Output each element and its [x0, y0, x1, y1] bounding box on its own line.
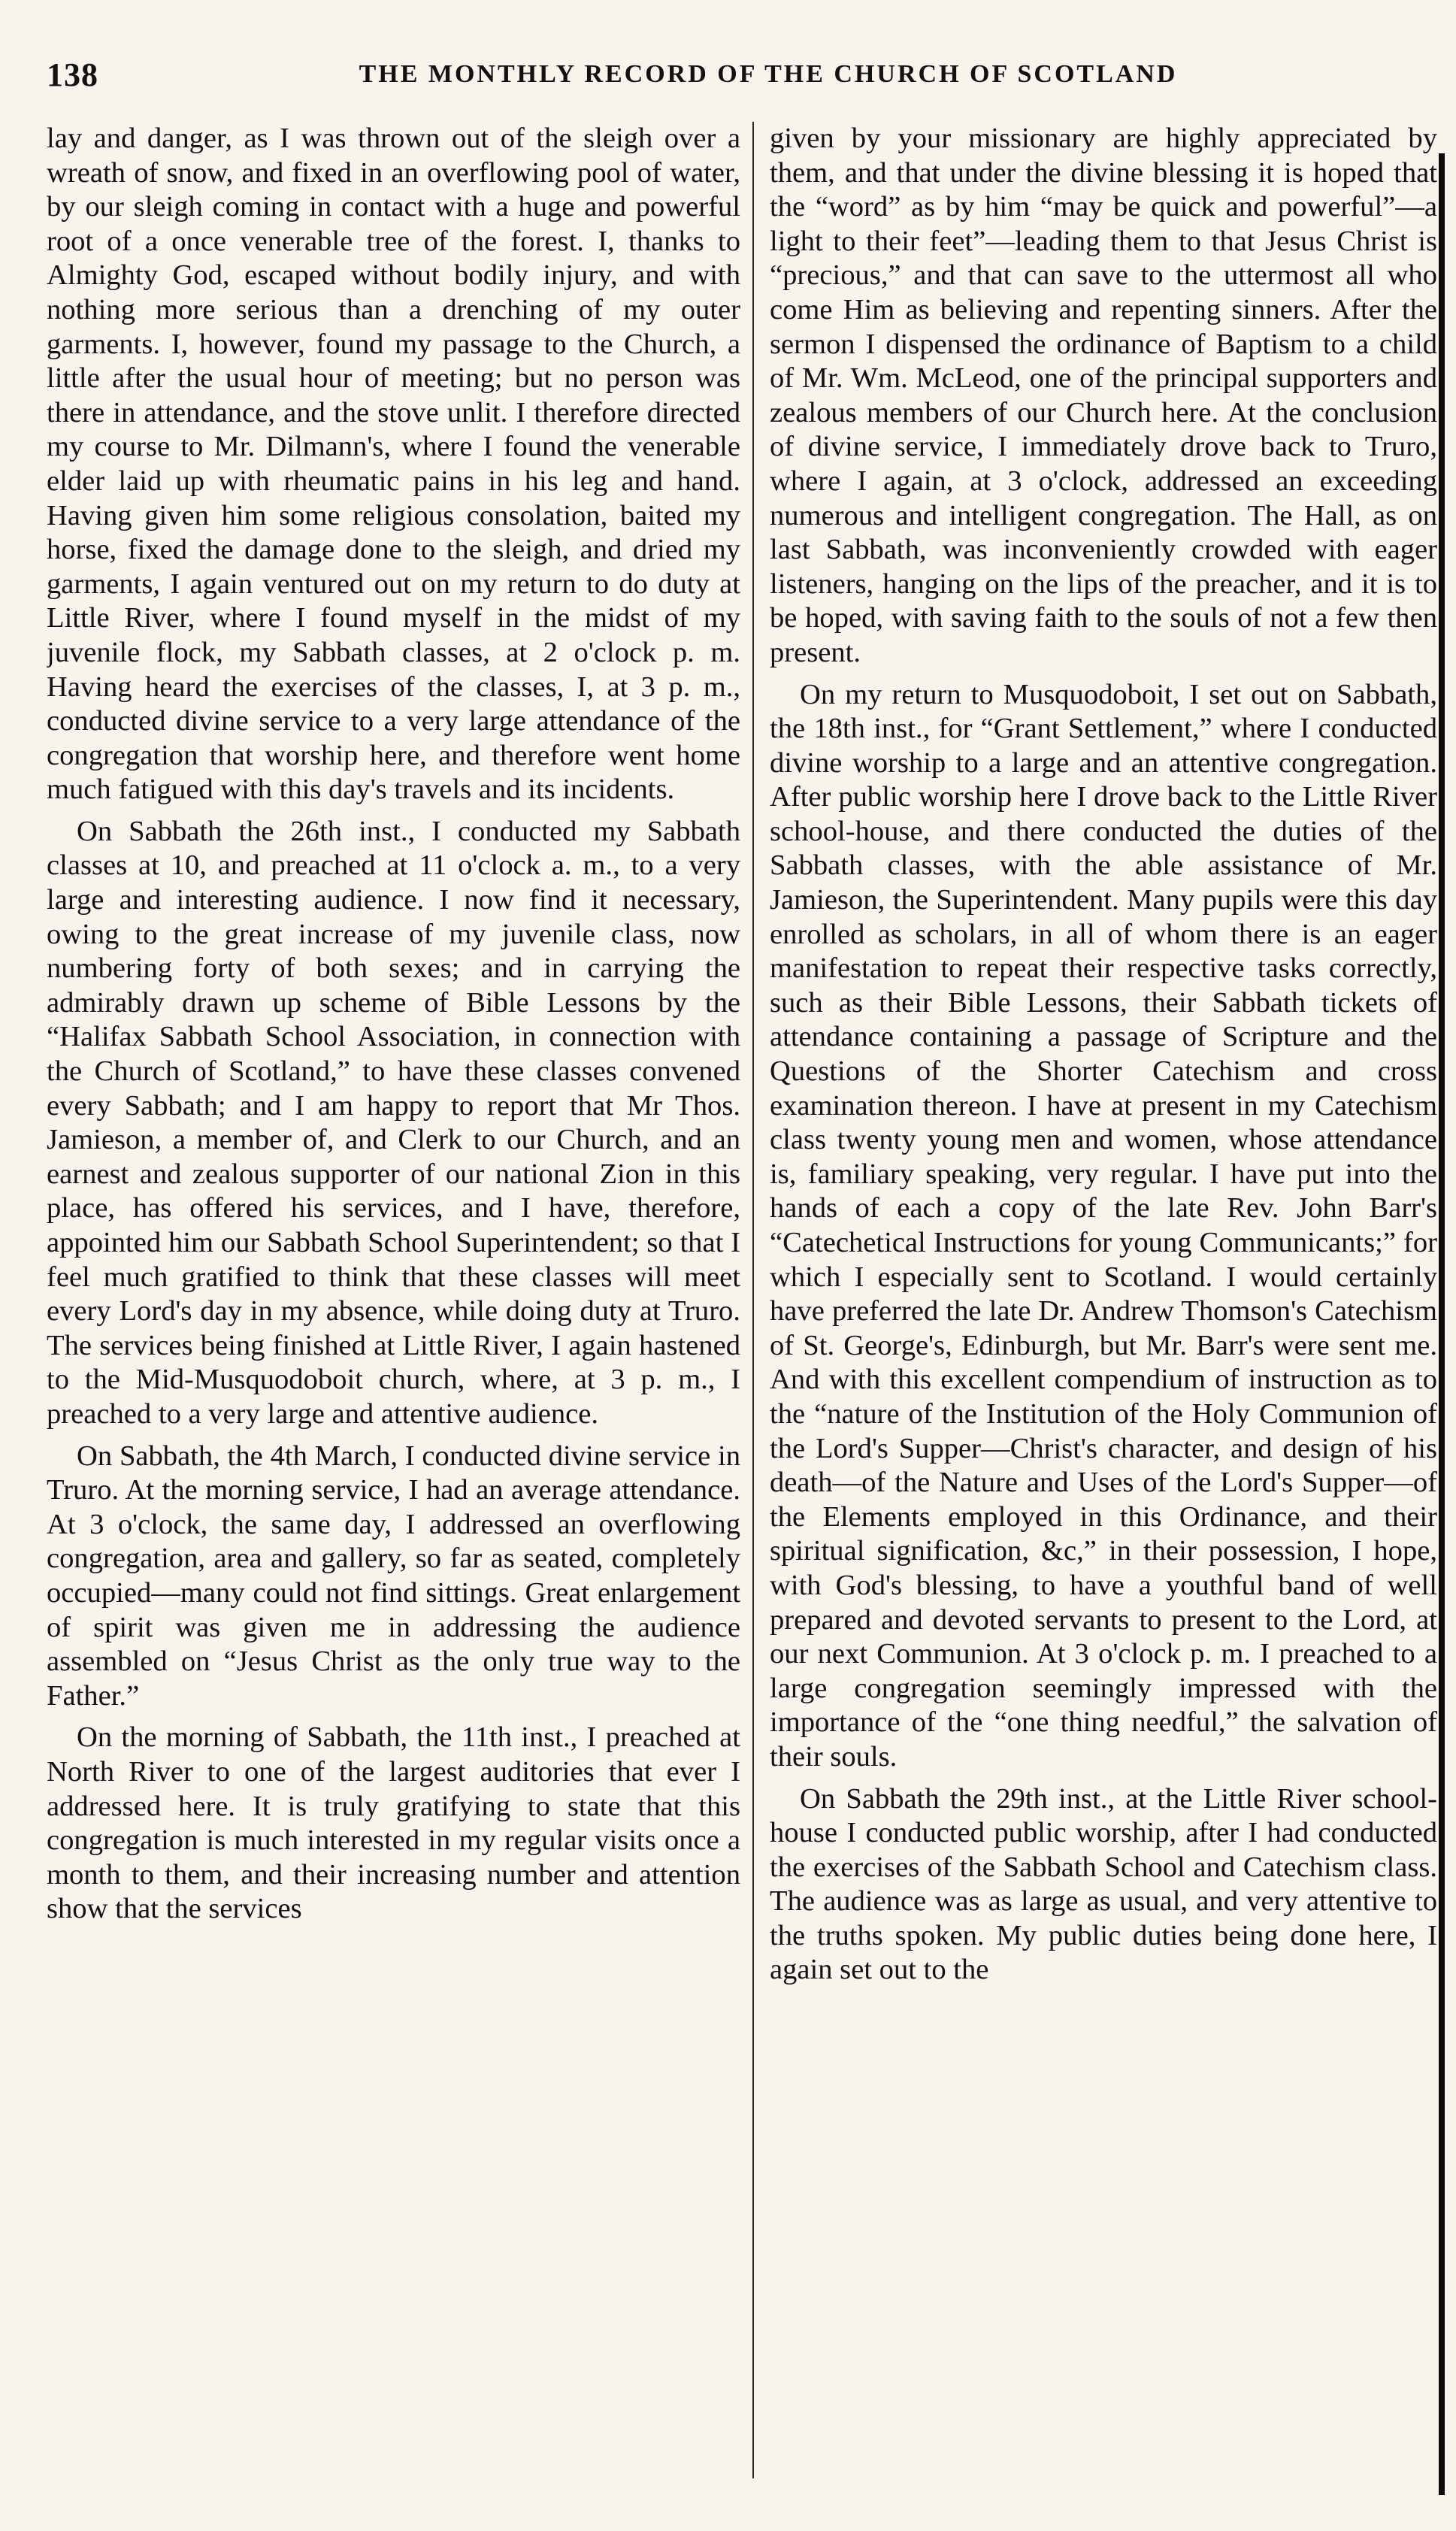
column-divider: [752, 122, 754, 2478]
paragraph: On Sabbath the 29th inst., at the Little River school-house I conducted public worship, after I had conducted the exercises of the Sabbath School and Catechism class. The audience was as large as usual, and very attentive to the truths spoken. My public duties being done here, I again set out to the: [770, 1782, 1437, 1986]
paragraph: given by your missionary are highly appreciated by them, and that under the divine blessing it is hoped that the “word” as by him “may be quick and powerful”—a light to their feet”—leading them to that Jesus Christ is “precious,” and that can save to the uttermost all who come Him as believing and repenting sinners. After the sermon I dispensed the ordinance of Baptism to a child of Mr. Wm. McLeod, one of the principal supporters and zealous members of our Church here. At the conclusion of divine service, I immediately drove back to Truro, where I again, at 3 o'clock, addressed an exceeding numerous and intelligent congregation. The Hall, as on last Sabbath, was inconveniently crowded with eager listeners, hanging on the lips of the preacher, and it is to be hoped, with saving faith to the souls of not a few then present.: [770, 123, 1437, 668]
paragraph: On Sabbath the 26th inst., I conducted my Sabbath classes at 10, and preached at 11 o'clock a. m., to a very large and interesting audience. I now find it necessary, owing to the great increase of my juvenile class, now numbering forty of both sexes; and in carrying the admirably drawn up scheme of Bible Lessons by the “Halifax Sabbath School Association, in connection with the Church of Scotland,” to have these classes convened every Sabbath; and I am happy to report that Mr Thos. Jamieson, a member of, and Clerk to our Church, and an earnest and zealous supporter of our national Zion in this place, has offered his services, and I have, therefore, appointed him our Sabbath School Superintendent; so that I feel much gratified to think that these classes will meet every Lord's day in my absence, while doing duty at Truro. The services being finished at Little River, I again hastened to the Mid-Musquodoboit church, where, at 3 p. m., I preached to a very large and attentive audience.: [47, 815, 740, 1430]
left-column: [47, 122, 740, 2478]
paragraph: lay and danger, as I was thrown out of the sleigh over a wreath of snow, and fixed in an overflowing pool of water, by our sleigh coming in contact with a huge and powerful root of a once venerable tree of the forest. I, thanks to Almighty God, escaped without bodily injury, and with nothing more serious than a drenching of my outer garments. I, however, found my passage to the Church, a little after the usual hour of meeting; but no person was there in attendance, and the stove unlit. I therefore directed my course to Mr. Dilmann's, where I found the venerable elder laid up with rheumatic pains in his leg and hand. Having given him some religious consolation, baited my horse, fixed the damage done to the sleigh, and dried my garments, I again ventured out on my return to do duty at Little River, where I found myself in the midst of my juvenile flock, my Sabbath classes, at 2 o'clock p. m. Having heard the exercises of the classes, I, at 3 p. m., conducted divine service to a very large attendance of the congregation that worship here, and therefore went home much fatigued with this day's travels and its incidents.: [47, 123, 740, 806]
paragraph: On the morning of Sabbath, the 11th inst., I preached at North River to one of the largest auditories that ever I addressed here. It is truly gratifying to state that this congregation is much interested in my regular visits once a month to them, and their increasing number and attention show that the services: [47, 1721, 740, 1925]
page-edge-shadow: [1439, 153, 1445, 2495]
right-column: [770, 122, 1437, 2478]
paragraph: On Sabbath, the 4th March, I conducted divine service in Truro. At the morning service, I had an average attendance. At 3 o'clock, the same day, I addressed an overflowing congregation, area and gallery, so far as seated, completely occupied—many could not find sittings. Great enlargement of spirit was given me in addressing the audience assembled on “Jesus Christ as the only true way to the Father.”: [47, 1440, 740, 1712]
page-number: 138: [47, 56, 98, 93]
page: [47, 41, 1437, 2499]
page-header: [47, 41, 1400, 108]
paragraph: On my return to Musquodoboit, I set out on Sabbath, the 18th inst., for “Grant Settlement,” where I conducted divine worship to a large and an attentive congregation. After public worship here I drove back to the Little River school-house, and there conducted the duties of the Sabbath classes, with the able assistance of Mr. Jamieson, the Superintendent. Many pupils were this day enrolled as scholars, in all of whom there is an eager manifestation to repeat their respective tasks correctly, such as their Bible Lessons, their Sabbath tickets of attendance containing a passage of Scripture and the Questions of the Shorter Catechism and cross examination thereon. I have at present in my Catechism class twenty young men and women, whose attendance is, familiary speaking, very regular. I have put into the hands of each a copy of the late Rev. John Barr's “Catechetical Instructions for young Communicants;” for which I especially sent to Scotland. I would certainly have preferred the late Dr. Andrew Thomson's Catechism of St. George's, Edinburgh, but Mr. Barr's were sent me. And with this excellent compendium of instruction as to the “nature of the Institution of the Holy Communion of the Lord's Supper—Christ's character, and design of his death—of the Nature and Uses of the Lord's Supper—of the Elements employed in this Ordinance, and their spiritual signification, &c,” in their possession, I hope, with God's blessing, to have a youthful band of well prepared and devoted servants to present to the Lord, at our next Communion. At 3 o'clock p. m. I preached to a large congregation seemingly impressed with the importance of the “one thing needful,” the salvation of their souls.: [770, 678, 1437, 1773]
running-head: THE MONTHLY RECORD OF THE CHURCH OF SCOTLAND: [359, 60, 1178, 88]
